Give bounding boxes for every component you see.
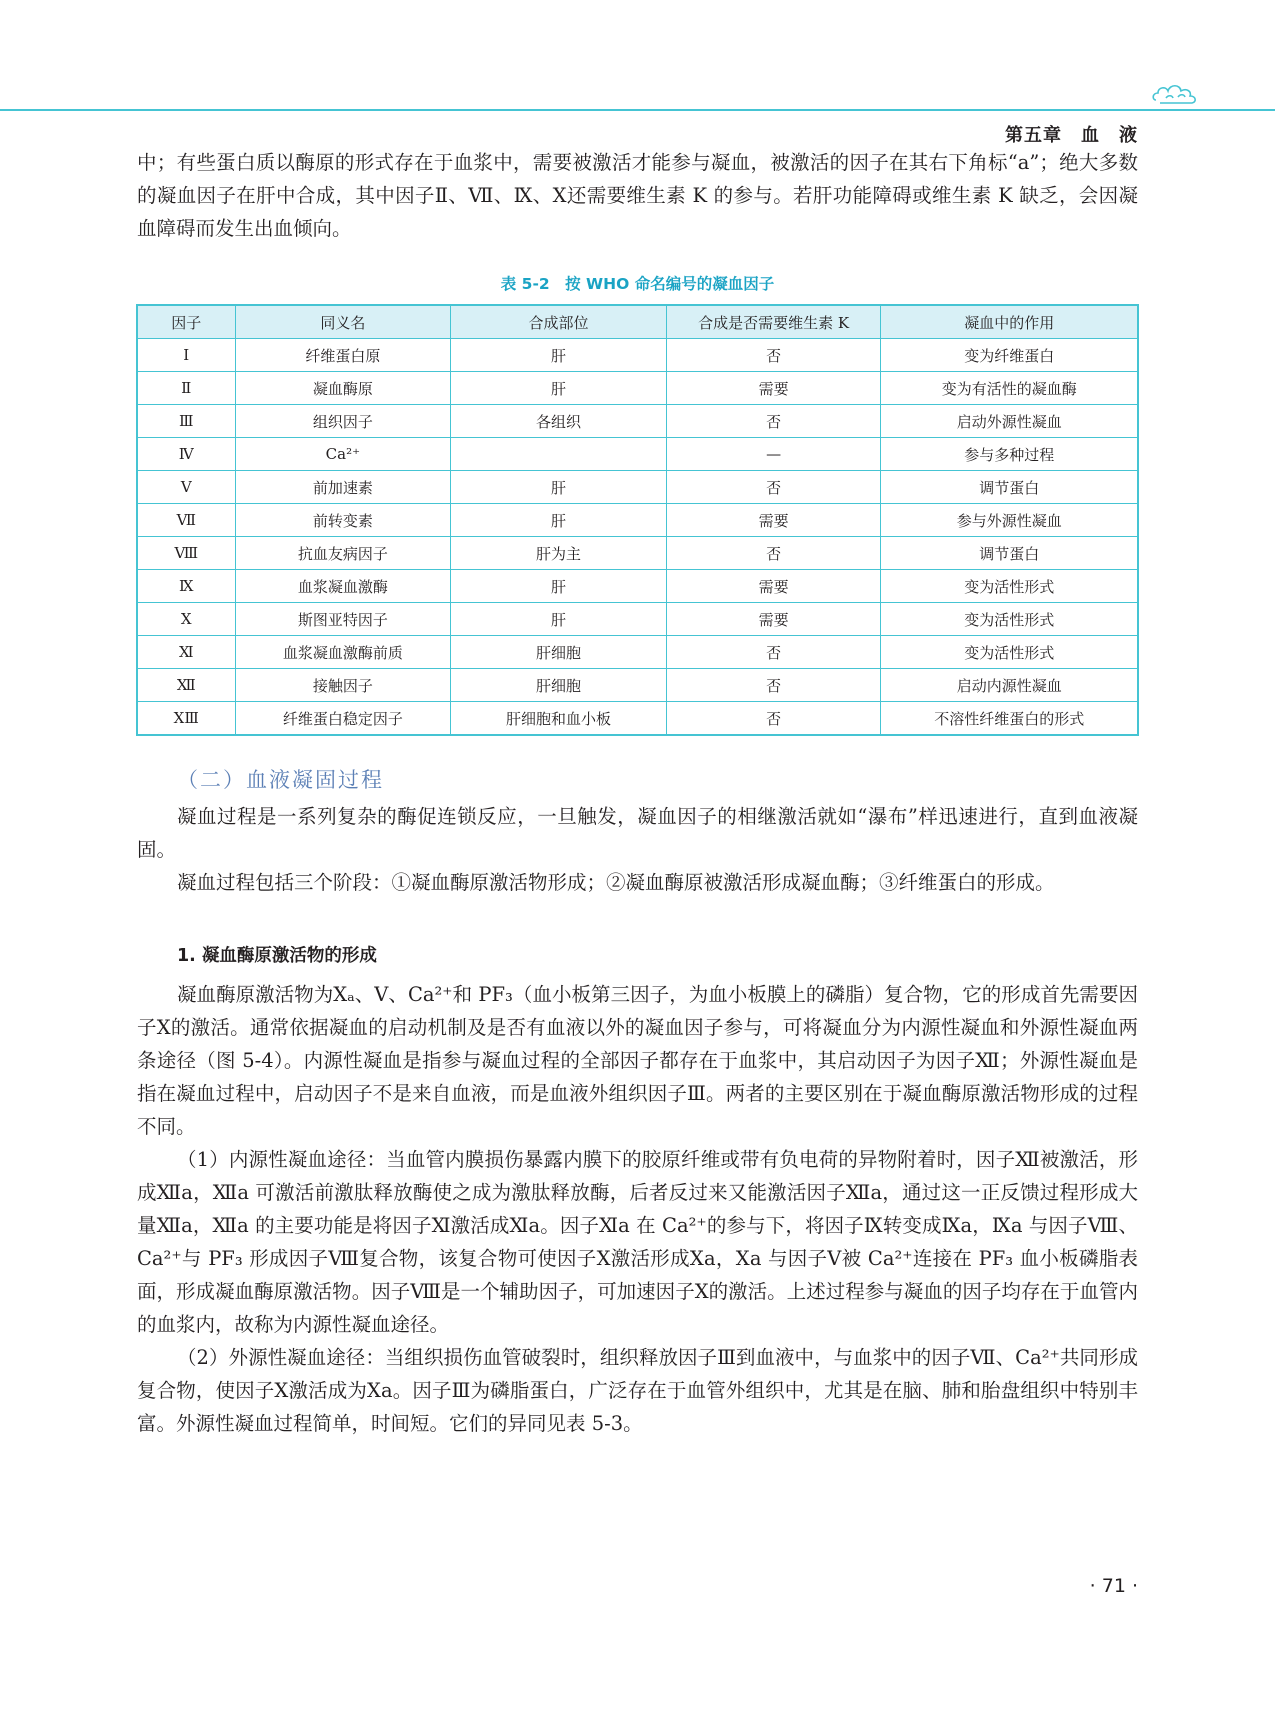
table-cell: 变为活性形式: [881, 636, 1138, 669]
table-cell: 需要: [666, 372, 881, 405]
table-cell: 调节蛋白: [881, 537, 1138, 570]
table-cell: 启动内源性凝血: [881, 669, 1138, 702]
chapter-title: 第五章 血 液: [1005, 125, 1138, 146]
table-cell: 肝: [451, 339, 667, 372]
table-cell: 纤维蛋白稳定因子: [235, 702, 451, 736]
table-cell: Ⅳ: [137, 438, 235, 471]
paragraph: （2）外源性凝血途径：当组织损伤血管破裂时，组织释放因子Ⅲ到血液中，与血浆中的因子Ⅶ、Ca²⁺共同形成复合物，使因子Ⅹ激活成为Ⅹa。因子Ⅲ为磷脂蛋白，广泛存在于血管外组织中，尤其是在脑、肺和胎盘组织中特别丰富。外源性凝血过程简单，时间短。它们的异同见表 5-3。: [137, 1346, 1138, 1435]
table-cell: 参与外源性凝血: [881, 504, 1138, 537]
column-header: 凝血中的作用: [881, 305, 1138, 339]
table-row: [137, 537, 1138, 570]
paragraph: 凝血过程是一系列复杂的酶促连锁反应，一旦触发，凝血因子的相继激活就如“瀑布”样迅速进行，直到血液凝固。: [137, 805, 1138, 861]
table-cell: 肝细胞: [451, 669, 667, 702]
coagulation-intro: [137, 800, 1138, 899]
table-cell: 肝细胞和血小板: [451, 702, 667, 736]
table-cell: 各组织: [451, 405, 667, 438]
header-rule: [0, 109, 1275, 111]
table-cell: Ⅸ: [137, 570, 235, 603]
table-cell: Ⅶ: [137, 504, 235, 537]
table-row: [137, 702, 1138, 736]
table-cell: 血浆凝血激酶: [235, 570, 451, 603]
table-cell: 不溶性纤维蛋白的形式: [881, 702, 1138, 736]
table-cell: Ⅷ: [137, 537, 235, 570]
table-cell: 需要: [666, 504, 881, 537]
table-row: [137, 636, 1138, 669]
table-row: [137, 669, 1138, 702]
table-cell: 否: [666, 471, 881, 504]
table-row: [137, 405, 1138, 438]
table-cell: 否: [666, 405, 881, 438]
cloud-ornament-icon: [1150, 78, 1202, 108]
table-cell: 否: [666, 669, 881, 702]
table-cell: 抗血友病因子: [235, 537, 451, 570]
table-cell: 接触因子: [235, 669, 451, 702]
table-row: [137, 471, 1138, 504]
table-cell: ⅩⅢ: [137, 702, 235, 736]
intro-paragraph: [137, 146, 1138, 245]
table-cell: 启动外源性凝血: [881, 405, 1138, 438]
table-cell: 否: [666, 537, 881, 570]
table-cell: 参与多种过程: [881, 438, 1138, 471]
table-cell: —: [666, 438, 881, 471]
table-cell: Ⅰ: [137, 339, 235, 372]
table-cell: Ⅹ: [137, 603, 235, 636]
table-cell: 肝: [451, 471, 667, 504]
column-header: 同义名: [235, 305, 451, 339]
table-cell: 否: [666, 702, 881, 736]
table-cell: 调节蛋白: [881, 471, 1138, 504]
column-header: 合成部位: [451, 305, 667, 339]
table-cell: Ⅺ: [137, 636, 235, 669]
table-cell: 凝血酶原: [235, 372, 451, 405]
table-cell: 肝: [451, 570, 667, 603]
table-cell: Ⅴ: [137, 471, 235, 504]
table-cell: 斯图亚特因子: [235, 603, 451, 636]
coagulation-factor-table: [136, 304, 1139, 736]
table-cell: [451, 438, 667, 471]
table-cell: 组织因子: [235, 405, 451, 438]
page-number: · 71 ·: [1089, 1575, 1138, 1597]
table-cell: 肝细胞: [451, 636, 667, 669]
table-cell: 前转变素: [235, 504, 451, 537]
table-cell: 变为有活性的凝血酶: [881, 372, 1138, 405]
table-cell: 肝: [451, 603, 667, 636]
table-cell: 纤维蛋白原: [235, 339, 451, 372]
table-row: [137, 504, 1138, 537]
table-cell: Ca²⁺: [235, 438, 451, 471]
table-cell: Ⅱ: [137, 372, 235, 405]
table-cell: 变为活性形式: [881, 603, 1138, 636]
column-header: 因子: [137, 305, 235, 339]
table-row: [137, 438, 1138, 471]
section-heading: （二）血液凝固过程: [177, 768, 384, 792]
column-header: 合成是否需要维生素 K: [666, 305, 881, 339]
intro-text: 中；有些蛋白质以酶原的形式存在于血浆中，需要被激活才能参与凝血，被激活的因子在其右下角标“a”；绝大多数的凝血因子在肝中合成，其中因子Ⅱ、Ⅶ、Ⅸ、Ⅹ还需要维生素 K 的参与。若肝功能障碍或维生素 K 缺乏，会因凝血障碍而发生出血倾向。: [137, 151, 1138, 240]
table-cell: 肝: [451, 372, 667, 405]
table-cell: 否: [666, 339, 881, 372]
paragraph: 凝血过程包括三个阶段：①凝血酶原激活物形成；②凝血酶原被激活形成凝血酶；③纤维蛋白的形成。: [177, 871, 1055, 894]
paragraph: 凝血酶原激活物为Ⅹₐ、Ⅴ、Ca²⁺和 PF₃（血小板第三因子，为血小板膜上的磷脂）复合物，它的形成首先需要因子Ⅹ的激活。通常依据凝血的启动机制及是否有血液以外的凝血因子参与，可将凝血分为内源性凝血和外源性凝血两条途径（图 5-4）。内源性凝血是指参与凝血过程的全部因子都存在于血浆中，其启动因子为因子Ⅻ；外源性凝血是指在凝血过程中，启动因子不是来自血液，而是血液外组织因子Ⅲ。两者的主要区别在于凝血酶原激活物形成的过程不同。: [137, 983, 1138, 1138]
table-cell: 前加速素: [235, 471, 451, 504]
table-cell: 变为纤维蛋白: [881, 339, 1138, 372]
table-cell: 需要: [666, 603, 881, 636]
paragraph: （1）内源性凝血途径：当血管内膜损伤暴露内膜下的胶原纤维或带有负电荷的异物附着时，因子Ⅻ被激活，形成Ⅻa，Ⅻa 可激活前激肽释放酶使之成为激肽释放酶，后者反过来又能激活因子Ⅻa，通过这一正反馈过程形成大量Ⅻa，Ⅻa 的主要功能是将因子Ⅺ激活成Ⅺa。因子Ⅺa 在 Ca²⁺的参与下，将因子Ⅸ转变成Ⅸa，Ⅸa 与因子Ⅷ、Ca²⁺与 PF₃ 形成因子Ⅷ复合物，该复合物可使因子Ⅹ激活形成Ⅹa，Ⅹa 与因子Ⅴ被 Ca²⁺连接在 PF₃ 血小板磷脂表面，形成凝血酶原激活物。因子Ⅷ是一个辅助因子，可加速因子Ⅹ的激活。上述过程参与凝血的因子均存在于血管内的血浆内，故称为内源性凝血途径。: [137, 1148, 1138, 1336]
table-cell: 血浆凝血激酶前质: [235, 636, 451, 669]
table-caption: 表 5-2 按 WHO 命名编号的凝血因子: [500, 275, 775, 293]
table-cell: 否: [666, 636, 881, 669]
table-cell: 肝为主: [451, 537, 667, 570]
table-header-row: [137, 305, 1138, 339]
table-row: [137, 570, 1138, 603]
table-cell: 变为活性形式: [881, 570, 1138, 603]
activator-section: [137, 978, 1138, 1440]
subheading: 1. 凝血酶原激活物的形成: [177, 946, 377, 966]
table-cell: 需要: [666, 570, 881, 603]
table-row: [137, 339, 1138, 372]
table-cell: Ⅻ: [137, 669, 235, 702]
table-row: [137, 603, 1138, 636]
table-cell: Ⅲ: [137, 405, 235, 438]
table-row: [137, 372, 1138, 405]
table-cell: 肝: [451, 504, 667, 537]
